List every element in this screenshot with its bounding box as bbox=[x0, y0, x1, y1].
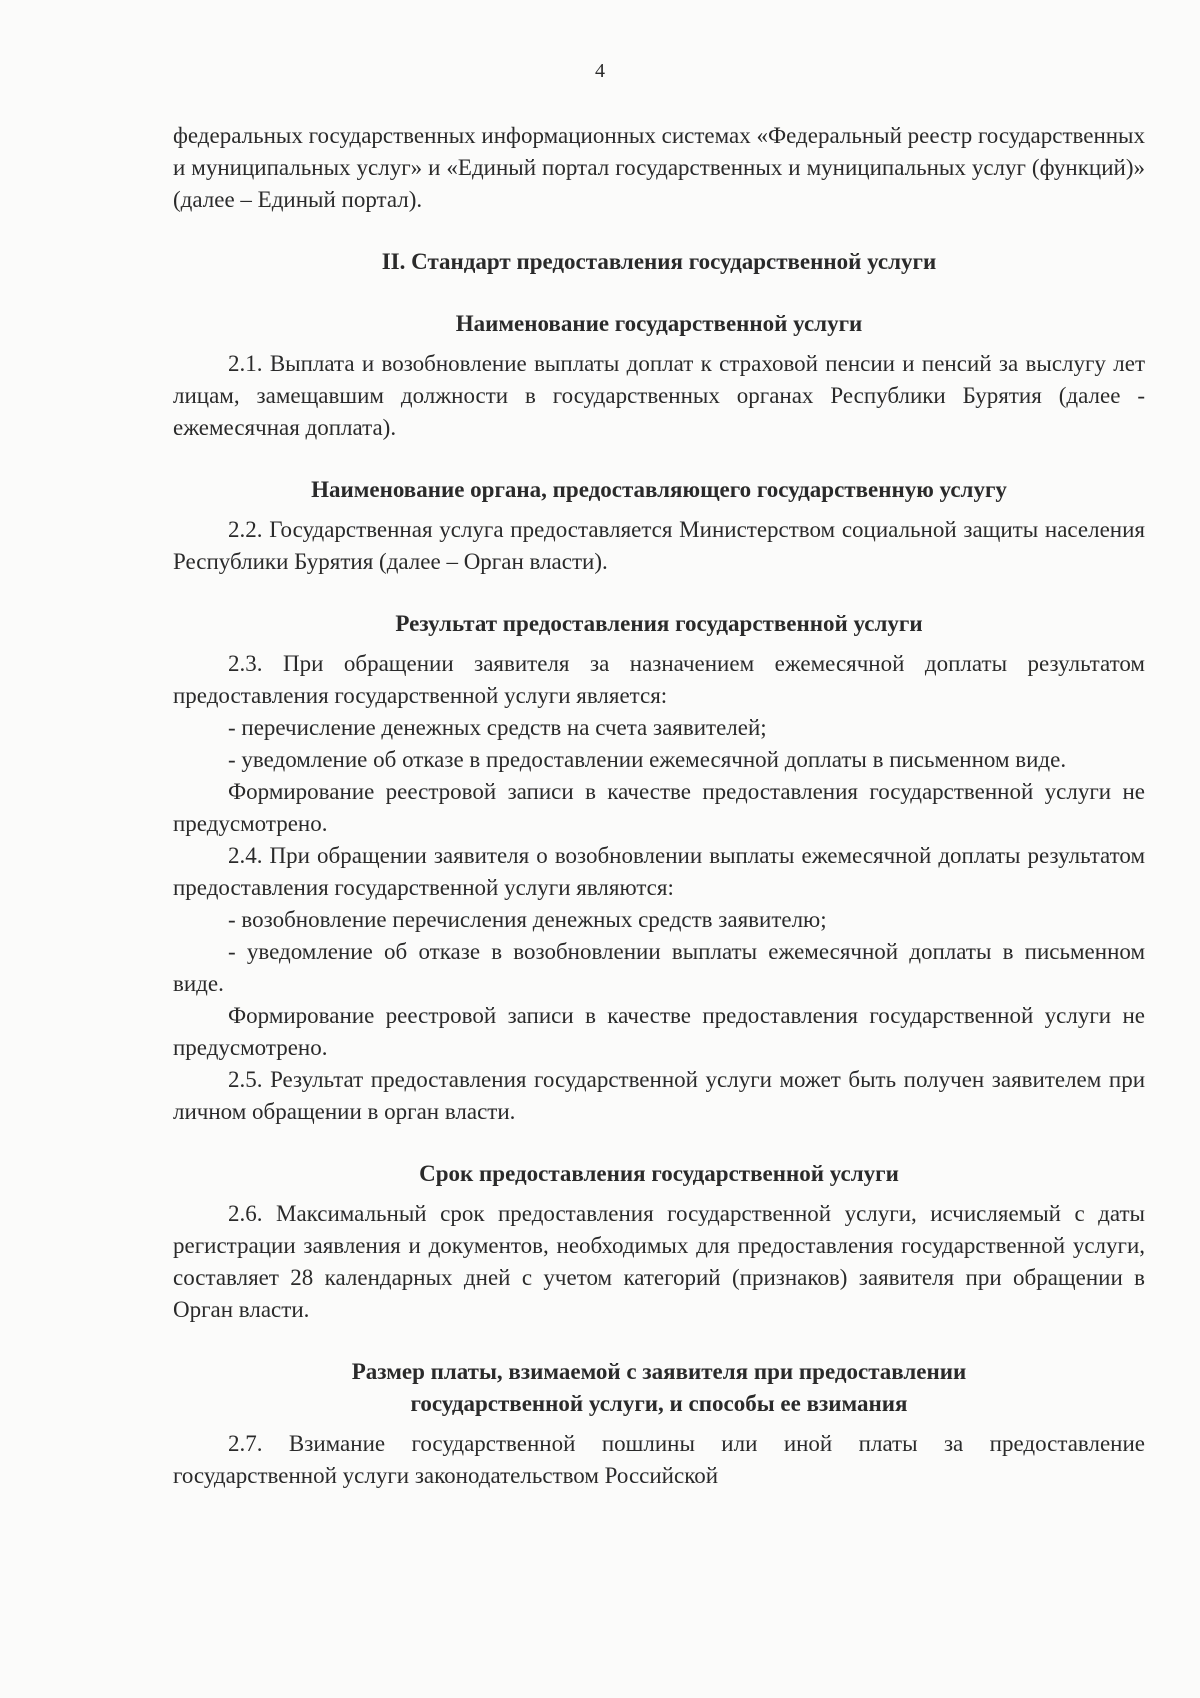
subheading-service-result: Результат предоставления государственной услуги bbox=[395, 611, 923, 636]
section-heading-ii: II. Стандарт предоставления государственной услуги bbox=[381, 249, 937, 274]
paragraph-2-3: 2.3. При обращении заявителя за назначением ежемесячной доплаты результатом предоставления государственной услуги является: bbox=[173, 651, 1145, 708]
paragraph-2-5: 2.5. Результат предоставления государственной услуги может быть получен заявителем при личном обращении в орган власти. bbox=[173, 1067, 1145, 1124]
paragraph-2-1: 2.1. Выплата и возобновление выплаты доплат к страховой пенсии и пенсий за выслугу лет лицам, замещавшим должности в государственных органах Республики Бурятия (далее - ежемесячная доплата). bbox=[173, 351, 1145, 440]
list-item-transfer-funds: - перечисление денежных средств на счета заявителей; bbox=[228, 715, 767, 740]
page-number: 4 bbox=[595, 60, 605, 82]
paragraph-registry-record-1: Формирование реестровой записи в качестве предоставления государственной услуги не предусмотрено. bbox=[173, 779, 1145, 836]
subheading-fee-line-1: Размер платы, взимаемой с заявителя при предоставлении bbox=[351, 1359, 967, 1384]
paragraph-registry-record-2: Формирование реестровой записи в качестве предоставления государственной услуги не предусмотрено. bbox=[173, 1003, 1145, 1060]
paragraph-2-6: 2.6. Максимальный срок предоставления государственной услуги, исчисляемый с даты регистрации заявления и документов, необходимых для предоставления государственной услуги, составляет 28 календарных дней с учетом категорий (признаков) заявителя при обращении в Орган власти. bbox=[173, 1201, 1145, 1322]
paragraph-2-4: 2.4. При обращении заявителя о возобновлении выплаты ежемесячной доплаты результатом предоставления государственной услуги являются: bbox=[173, 843, 1145, 900]
subheading-fee-line-2: государственной услуги, и способы ее взимания bbox=[410, 1391, 908, 1416]
paragraph-2-2: 2.2. Государственная услуга предоставляется Министерством социальной защиты населения Республики Бурятия (далее – Орган власти). bbox=[173, 517, 1145, 574]
document-body bbox=[173, 120, 1145, 1492]
subheading-service-term: Срок предоставления государственной услуги bbox=[419, 1161, 899, 1186]
list-item-refusal-notice: - уведомление об отказе в предоставлении ежемесячной доплаты в письменном виде. bbox=[228, 747, 1067, 772]
paragraph-2-7: 2.7. Взимание государственной пошлины или иной платы за предоставление государственной услуги законодательством Российской bbox=[173, 1431, 1145, 1488]
paragraph-intro-continuation: федеральных государственных информационных системах «Федеральный реестр государственных и муниципальных услуг» и «Единый портал государственных и муниципальных услуг (функций)» (далее – Единый портал). bbox=[173, 123, 1146, 212]
list-item-resume-refusal-notice: - уведомление об отказе в возобновлении выплаты ежемесячной доплаты в письменном виде. bbox=[173, 939, 1145, 996]
subheading-service-name: Наименование государственной услуги bbox=[455, 311, 863, 336]
subheading-provider-body: Наименование органа, предоставляющего государственную услугу bbox=[311, 477, 1007, 502]
list-item-resume-transfer: - возобновление перечисления денежных средств заявителю; bbox=[228, 907, 827, 932]
